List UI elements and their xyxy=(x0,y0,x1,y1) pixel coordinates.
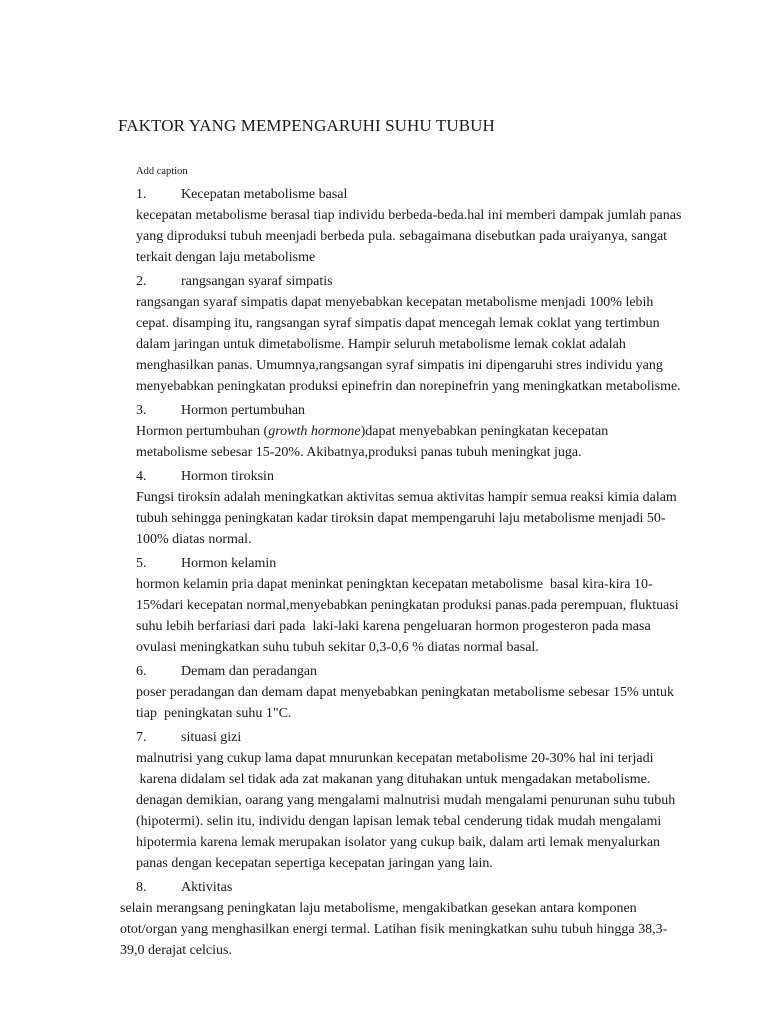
image-caption: Add caption xyxy=(136,166,188,177)
list-item-title: Hormon tiroksin xyxy=(181,469,274,484)
text-run: )dapat menyebabkan peningkatan kecepatan xyxy=(360,424,609,439)
list-item-paragraph xyxy=(136,682,676,724)
list-item-heading xyxy=(136,877,676,898)
list-item xyxy=(136,400,676,463)
list-item-paragraph xyxy=(136,487,676,550)
list-item xyxy=(136,553,679,658)
paragraph-line: kecepatan metabolisme berasal tiap individu berbeda-beda.hal ini memberi dampak jumlah panas xyxy=(136,208,682,223)
list-item xyxy=(136,727,676,874)
paragraph-line: tiap peningkatan suhu 1"C. xyxy=(136,706,292,721)
list-item xyxy=(136,184,682,268)
paragraph-line: suhu lebih berfariasi dari pada laki-laki karena pengeluaran hormon progesteron pada masa xyxy=(136,619,651,634)
paragraph-line: poser peradangan dan demam dapat menyebabkan peningkatan metabolisme sebesar 15% untuk xyxy=(136,685,675,700)
list-item-paragraph xyxy=(136,421,676,463)
paragraph-line: Fungsi tiroksin adalah meningkatkan aktivitas semua aktivitas hampir semua reaksi kimia dalam xyxy=(136,490,677,505)
list-item-title: rangsangan syaraf simpatis xyxy=(181,274,333,289)
list-item-title: Kecepatan metabolisme basal xyxy=(181,187,348,202)
paragraph-line: karena didalam sel tidak ada zat makanan yang dituhakan untuk mengadakan metabolisme. xyxy=(136,772,651,787)
list-item-paragraph xyxy=(120,898,676,961)
list-item-heading xyxy=(136,661,676,682)
list-item-number: 8. xyxy=(136,880,147,895)
list-item-title: situasi gizi xyxy=(181,730,242,745)
list-item xyxy=(120,877,676,961)
paragraph-line: ovulasi meningkatkan suhu tubuh sekitar 0,3-0,6 % diatas normal basal. xyxy=(136,640,539,655)
paragraph-line: terkait dengan laju metabolisme xyxy=(136,250,316,265)
list-item-heading xyxy=(136,400,676,421)
paragraph-line: cepat. disamping itu, rangsangan syraf simpatis dapat mencegah lemak coklat yang tertimbun xyxy=(136,316,660,331)
list-item-title: Aktivitas xyxy=(181,880,233,895)
paragraph-line: rangsangan syaraf simpatis dapat menyebabkan kecepatan metabolisme menjadi 100% lebih xyxy=(136,295,654,310)
paragraph-line: panas dengan kecepatan sepertiga kecepatan jaringan yang lain. xyxy=(136,856,493,871)
list-item xyxy=(136,661,676,724)
list-item-title: Demam dan peradangan xyxy=(181,664,318,679)
paragraph-line: yang diproduksi tubuh meenjadi berbeda pula. sebagaimana disebutkan pada uraiyanya, sangat xyxy=(136,229,668,244)
list-item-paragraph xyxy=(136,292,681,397)
paragraph-line: tubuh sehingga peningkatan kadar tiroksin dapat mempengaruhi laju metabolisme menjadi 50- xyxy=(136,511,666,526)
paragraph-line: hipotermia karena lemak merupakan isolator yang cukup baik, dalam arti lemak menyalurkan xyxy=(136,835,661,850)
list-item-number: 1. xyxy=(136,187,147,202)
list-item xyxy=(136,466,676,550)
list-item-number: 4. xyxy=(136,469,147,484)
paragraph-line: malnutrisi yang cukup lama dapat mnurunkan kecepatan metabolisme 20-30% hal ini terjadi xyxy=(136,751,654,766)
list-item-heading xyxy=(136,727,676,748)
paragraph-line: metabolisme sebesar 15-20%. Akibatnya,produksi panas tubuh meningkat juga. xyxy=(136,445,582,460)
paragraph-line: (hipotermi). selin itu, individu dengan lapisan lemak tebal cenderung tidak mudah mengalami xyxy=(136,814,662,829)
list-item-heading xyxy=(136,271,676,292)
paragraph-line: menyebabkan peningkatan produksi epinefrin dan norepinefrin yang meningkatkan metabolisme. xyxy=(136,379,681,394)
paragraph-line: menghasilkan panas. Umumnya,rangsangan syraf simpatis ini dipengaruhi stres individu yang xyxy=(136,358,663,373)
paragraph-line: 39,0 derajat celcius. xyxy=(120,943,232,958)
paragraph-line xyxy=(136,421,676,442)
list-item-number: 7. xyxy=(136,730,147,745)
list-item-number: 3. xyxy=(136,403,147,418)
paragraph-line: hormon kelamin pria dapat meninkat peningktan kecepatan metabolisme basal kira-kira 10- xyxy=(136,577,653,592)
list-item-title: Hormon pertumbuhan xyxy=(181,403,306,418)
paragraph-line: 15%dari kecepatan normal,menyebabkan peningkatan produksi panas.pada perempuan, fluktuasi xyxy=(136,598,679,613)
paragraph-line: denagan demikian, oarang yang mengalami malnutrisi mudah mengalami penurunan suhu tubuh xyxy=(136,793,676,808)
document-title: FAKTOR YANG MEMPENGARUHI SUHU TUBUH xyxy=(118,116,495,135)
list-item xyxy=(136,271,681,397)
paragraph-line: 100% diatas normal. xyxy=(136,532,252,547)
list-item-title: Hormon kelamin xyxy=(181,556,277,571)
text-run: Hormon pertumbuhan ( xyxy=(136,424,269,439)
list-item-heading xyxy=(136,553,676,574)
list-item-number: 6. xyxy=(136,664,147,679)
list-item-paragraph xyxy=(136,574,679,658)
paragraph-line: otot/organ yang menghasilkan energi termal. Latihan fisik meningkatkan suhu tubuh hingga 38,3- xyxy=(120,922,668,937)
list-item-paragraph xyxy=(136,205,682,268)
list-item-number: 2. xyxy=(136,274,147,289)
list-item-heading xyxy=(136,184,676,205)
list-item-paragraph xyxy=(136,748,676,874)
paragraph-line: dalam jaringan untuk dimetabolisme. Hampir seluruh metabolisme lemak coklat adalah xyxy=(136,337,626,352)
italic-term: growth hormone xyxy=(268,424,361,439)
list-item-heading xyxy=(136,466,676,487)
list-item-number: 5. xyxy=(136,556,147,571)
document-body xyxy=(120,184,682,964)
paragraph-line: selain merangsang peningkatan laju metabolisme, mengakibatkan gesekan antara komponen xyxy=(120,901,637,916)
